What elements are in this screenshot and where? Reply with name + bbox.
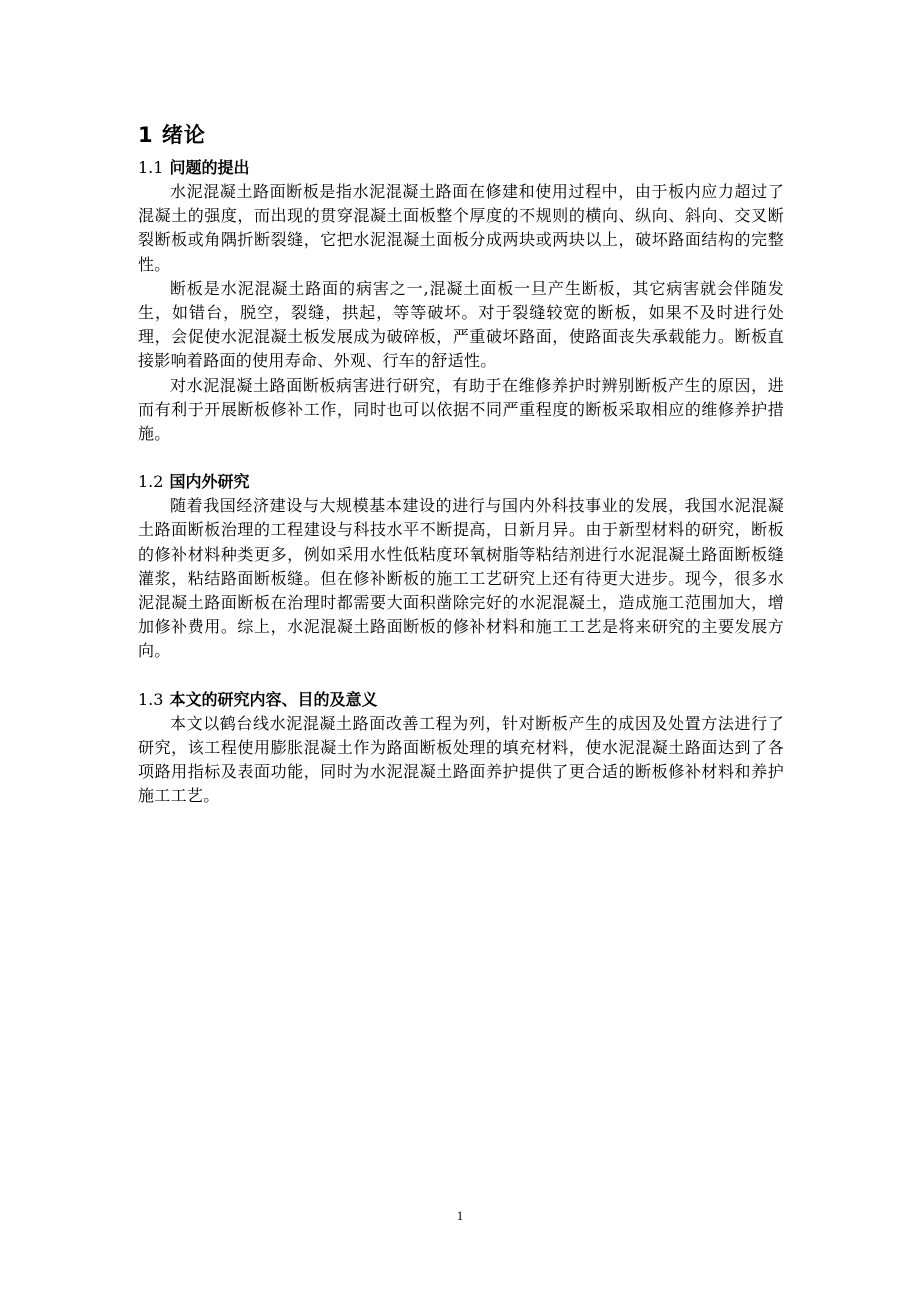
section-heading xyxy=(138,470,784,494)
section-heading xyxy=(138,156,784,180)
section-number: 1.1 xyxy=(138,158,164,177)
document-body xyxy=(138,118,784,808)
section-1-3 xyxy=(138,688,784,809)
section-title: 问题的提出 xyxy=(169,158,250,177)
section-spacer xyxy=(138,664,784,688)
section-number: 1.3 xyxy=(138,689,164,709)
paragraph: 对水泥混凝土路面断板病害进行研究，有助于在维修养护时辨别断板产生的原因，进而有利于开展断板修补工作，同时也可以依据不同严重程度的断板采取相应的维修养护措施。 xyxy=(138,375,784,444)
section-title: 本文的研究内容、目的及意义 xyxy=(169,689,378,709)
paragraph: 水泥混凝土路面断板是指水泥混凝土路面在修建和使用过程中，由于板内应力超过了混凝土的强度，而出现的贯穿混凝土面板整个厚度的不规则的横向、纵向、斜向、交叉断裂断板或角隅折断裂缝，它把水泥混凝土面板分成两块或两块以上，破坏路面结构的完整性。 xyxy=(138,182,784,274)
paragraph: 断板是水泥混凝土路面的病害之一,混凝土面板一旦产生断板，其它病害就会伴随发生，如错台，脱空，裂缝，拱起，等等破坏。对于裂缝较宽的断板，如果不及时进行处理，会促使水泥混凝土板发展成为破碎板，严重破坏路面，使路面丧失承载能力。断板直接影响着路面的使用寿命、外观、行车的舒适性。 xyxy=(138,278,784,371)
page-number: 1 xyxy=(456,1208,464,1223)
section-1-2 xyxy=(138,470,784,663)
paragraph: 本文以鹤台线水泥混凝土路面改善工程为列，针对断板产生的成因及处置方法进行了研究，该工程使用膨胀混凝土作为路面断板处理的填充材料，使水泥混凝土路面达到了各项路用指标及表面功能，同时为水泥混凝土路面养护提供了更合适的断板修补材料和养护施工工艺。 xyxy=(138,713,784,806)
section-1-1 xyxy=(138,156,784,446)
chapter-title: 1 绪论 xyxy=(138,123,206,147)
section-number: 1.2 xyxy=(138,472,164,492)
section-title: 国内外研究 xyxy=(169,472,250,492)
section-spacer xyxy=(138,446,784,470)
section-heading xyxy=(138,688,784,712)
paragraph: 随着我国经济建设与大规模基本建设的进行与国内外科技事业的发展，我国水泥混凝土路面断板治理的工程建设与科技水平不断提高，日新月异。由于新型材料的研究，断板的修补材料种类更多，例如采用水性低粘度环氧树脂等粘结剂进行水泥混凝土路面断板缝灌浆，粘结路面断板缝。但在修补断板的施工工艺研究上还有待更大进步。现今，很多水泥混凝土路面断板在治理时都需要大面积凿除完好的水泥混凝土，造成施工范围加大，增加修补费用。综上，水泥混凝土路面断板的修补材料和施工工艺是将来研究的主要发展方向。 xyxy=(138,496,784,661)
